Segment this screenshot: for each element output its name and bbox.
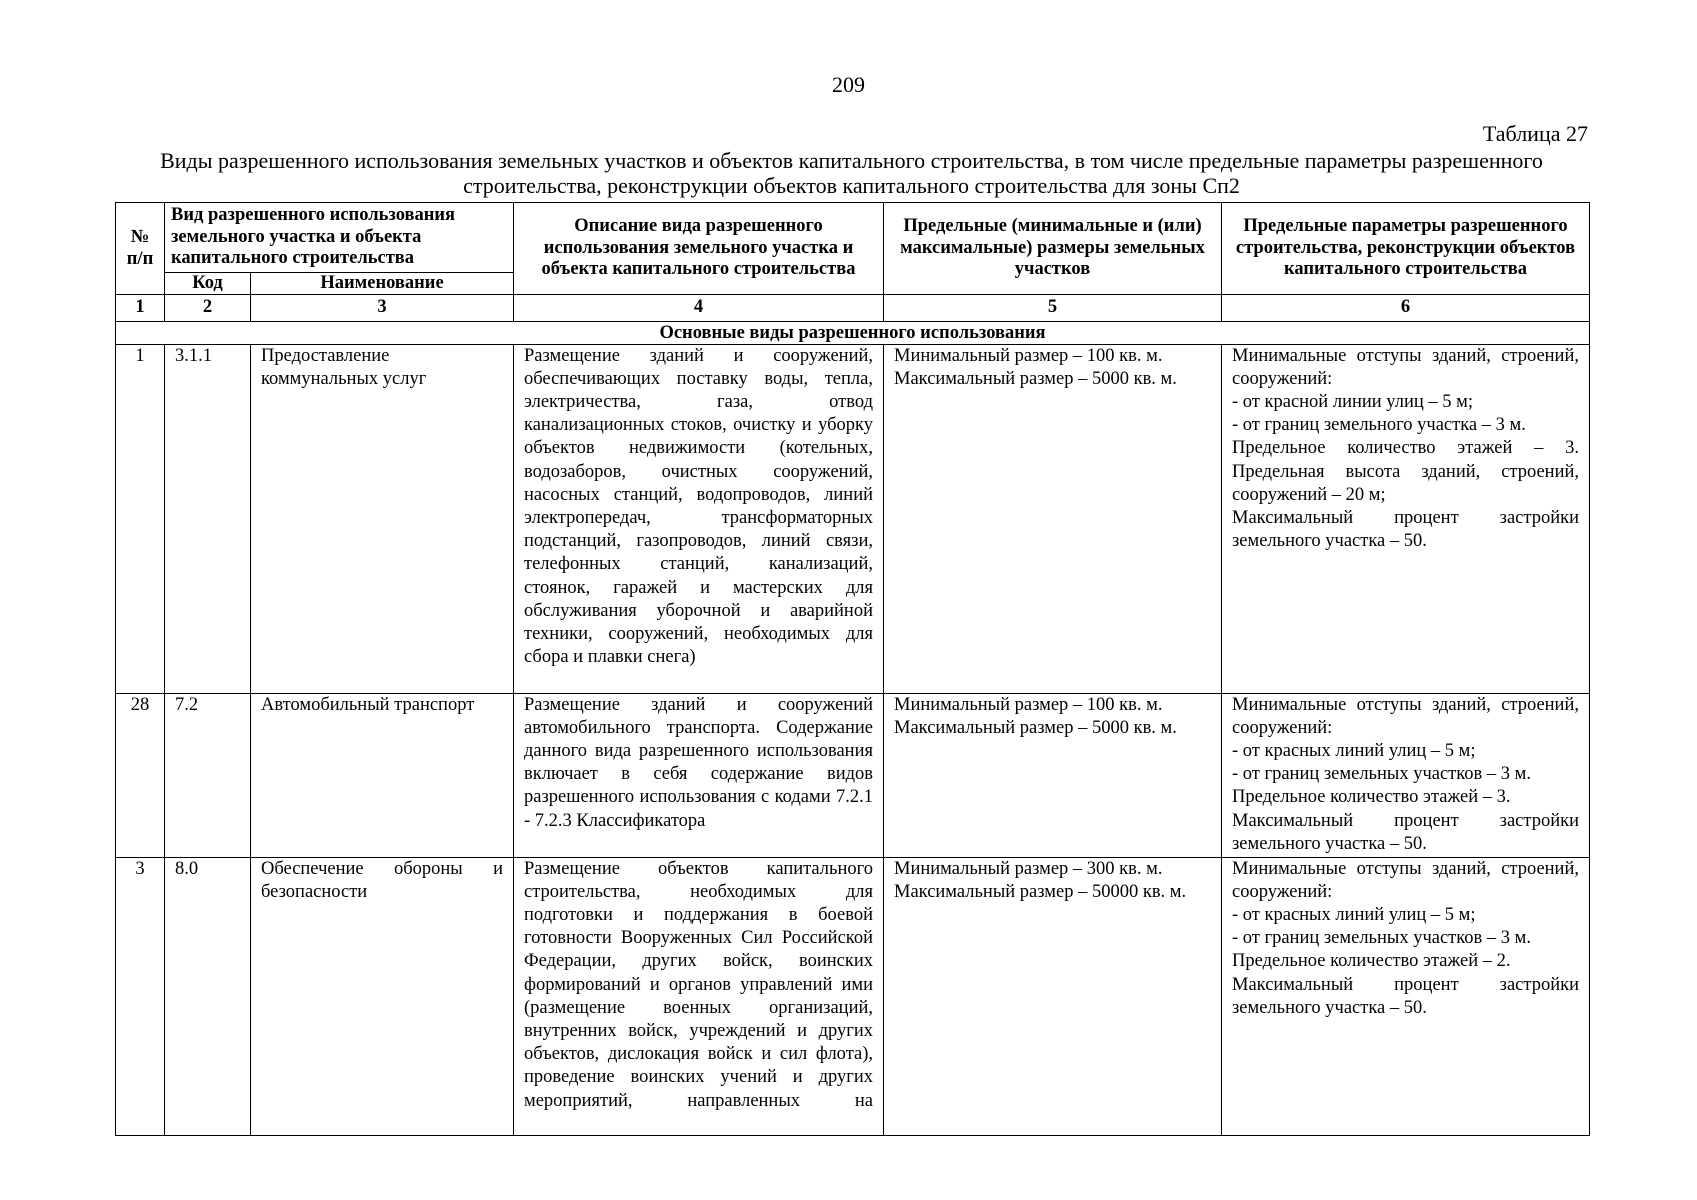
max-size: Максимальный размер – 5000 кв. м. <box>894 368 1177 389</box>
table-row <box>116 857 1590 1135</box>
column-number: 1 <box>116 295 165 322</box>
header-name: Наименование <box>251 272 514 295</box>
max-size: Максимальный размер – 5000 кв. м. <box>894 717 1177 738</box>
column-number: 6 <box>1222 295 1590 322</box>
table-title: Виды разрешенного использования земельных участков и объектов капитального строительства, в том числе предельные параметры разрешенного строительства, реконструкции объектов капитального строительства для зоны Сп2 <box>160 148 1543 198</box>
column-number: 3 <box>251 295 514 322</box>
min-size: Минимальный размер – 100 кв. м. <box>894 345 1163 366</box>
row-plot-sizes <box>884 857 1222 1135</box>
row-code: 3.1.1 <box>165 344 251 693</box>
min-size: Минимальный размер – 100 кв. м. <box>894 694 1163 715</box>
header-plot-sizes: Предельные (минимальные и (или) максимальные) размеры земельных участков <box>884 203 1222 295</box>
row-build-params: Минимальные отступы зданий, строений, сооружений: - от красной линии улиц – 5 м; - от границ земельного участка – 3 м. Предельное количество этажей – 3. Предельная высота зданий, строений, сооружений – 20 м; Максимальный процент застройки земельного участка – 50. <box>1222 344 1590 693</box>
row-number: 1 <box>116 344 165 693</box>
row-code: 8.0 <box>165 857 251 1135</box>
table-label: Таблица 27 <box>1482 121 1588 146</box>
row-name: Автомобильный транспорт <box>251 693 514 857</box>
section-title: Основные виды разрешенного использования <box>116 321 1590 344</box>
header-description: Описание вида разрешенного использования земельного участка и объекта капитального строительства <box>514 203 884 295</box>
column-number: 4 <box>514 295 884 322</box>
header-code: Код <box>165 272 251 295</box>
row-plot-sizes <box>884 693 1222 857</box>
row-plot-sizes <box>884 344 1222 693</box>
column-number: 5 <box>884 295 1222 322</box>
row-description: Размещение зданий и сооружений, обеспечивающих поставку воды, тепла, электричества, газа, отвод канализационных стоков, очистку и уборку объектов недвижимости (котельных, водозаборов, очистных сооружений, насосных станций, водопроводов, линий электропередач, трансформаторных подстанций, газопроводов, линий связи, телефонных станций, канализаций, стоянок, гаражей и мастерских для обслуживания уборочной и аварийной техники, сооружений, необходимых для сбора и плавки снега) <box>514 344 884 693</box>
table-row <box>116 344 1590 693</box>
row-build-params: Минимальные отступы зданий, строений, сооружений: - от красных линий улиц – 5 м; - от границ земельных участков – 3 м. Предельное количество этажей – 2. Максимальный процент застройки земельного участка – 50. <box>1222 857 1590 1135</box>
header-build-params: Предельные параметры разрешенного строительства, реконструкции объектов капитального строительства <box>1222 203 1590 295</box>
row-code: 7.2 <box>165 693 251 857</box>
row-name: Предоставление коммунальных услуг <box>251 344 514 693</box>
land-use-table <box>115 202 1590 1136</box>
row-description: Размещение объектов капитального строительства, необходимых для подготовки и поддержания в боевой готовности Вооруженных Сил Российской Федерации, других войск, воинских формирований и органов управлений ими (размещение военных организаций, внутренних войск, учреждений и других объектов, дислокация войск и сил флота), проведение воинских учений и других мероприятий, направленных на <box>514 857 884 1135</box>
header-use-type: Вид разрешенного использования земельного участка и объекта капитального строительства <box>165 203 514 273</box>
row-description: Размещение зданий и сооружений автомобильного транспорта. Содержание данного вида разрешенного использования включает в себя содержание видов разрешенного использования с кодами 7.2.1 - 7.2.3 Классификатора <box>514 693 884 857</box>
min-size: Минимальный размер – 300 кв. м. <box>894 858 1163 879</box>
row-number: 28 <box>116 693 165 857</box>
column-number: 2 <box>165 295 251 322</box>
row-name: Обеспечение обороны и безопасности <box>251 857 514 1135</box>
header-num: № п/п <box>116 203 165 295</box>
page-number: 209 <box>832 72 865 97</box>
row-number: 3 <box>116 857 165 1135</box>
max-size: Максимальный размер – 50000 кв. м. <box>894 881 1187 902</box>
table-row <box>116 693 1590 857</box>
row-build-params: Минимальные отступы зданий, строений, сооружений: - от красных линий улиц – 5 м; - от границ земельных участков – 3 м. Предельное количество этажей – 3. Максимальный процент застройки земельного участка – 50. <box>1222 693 1590 857</box>
